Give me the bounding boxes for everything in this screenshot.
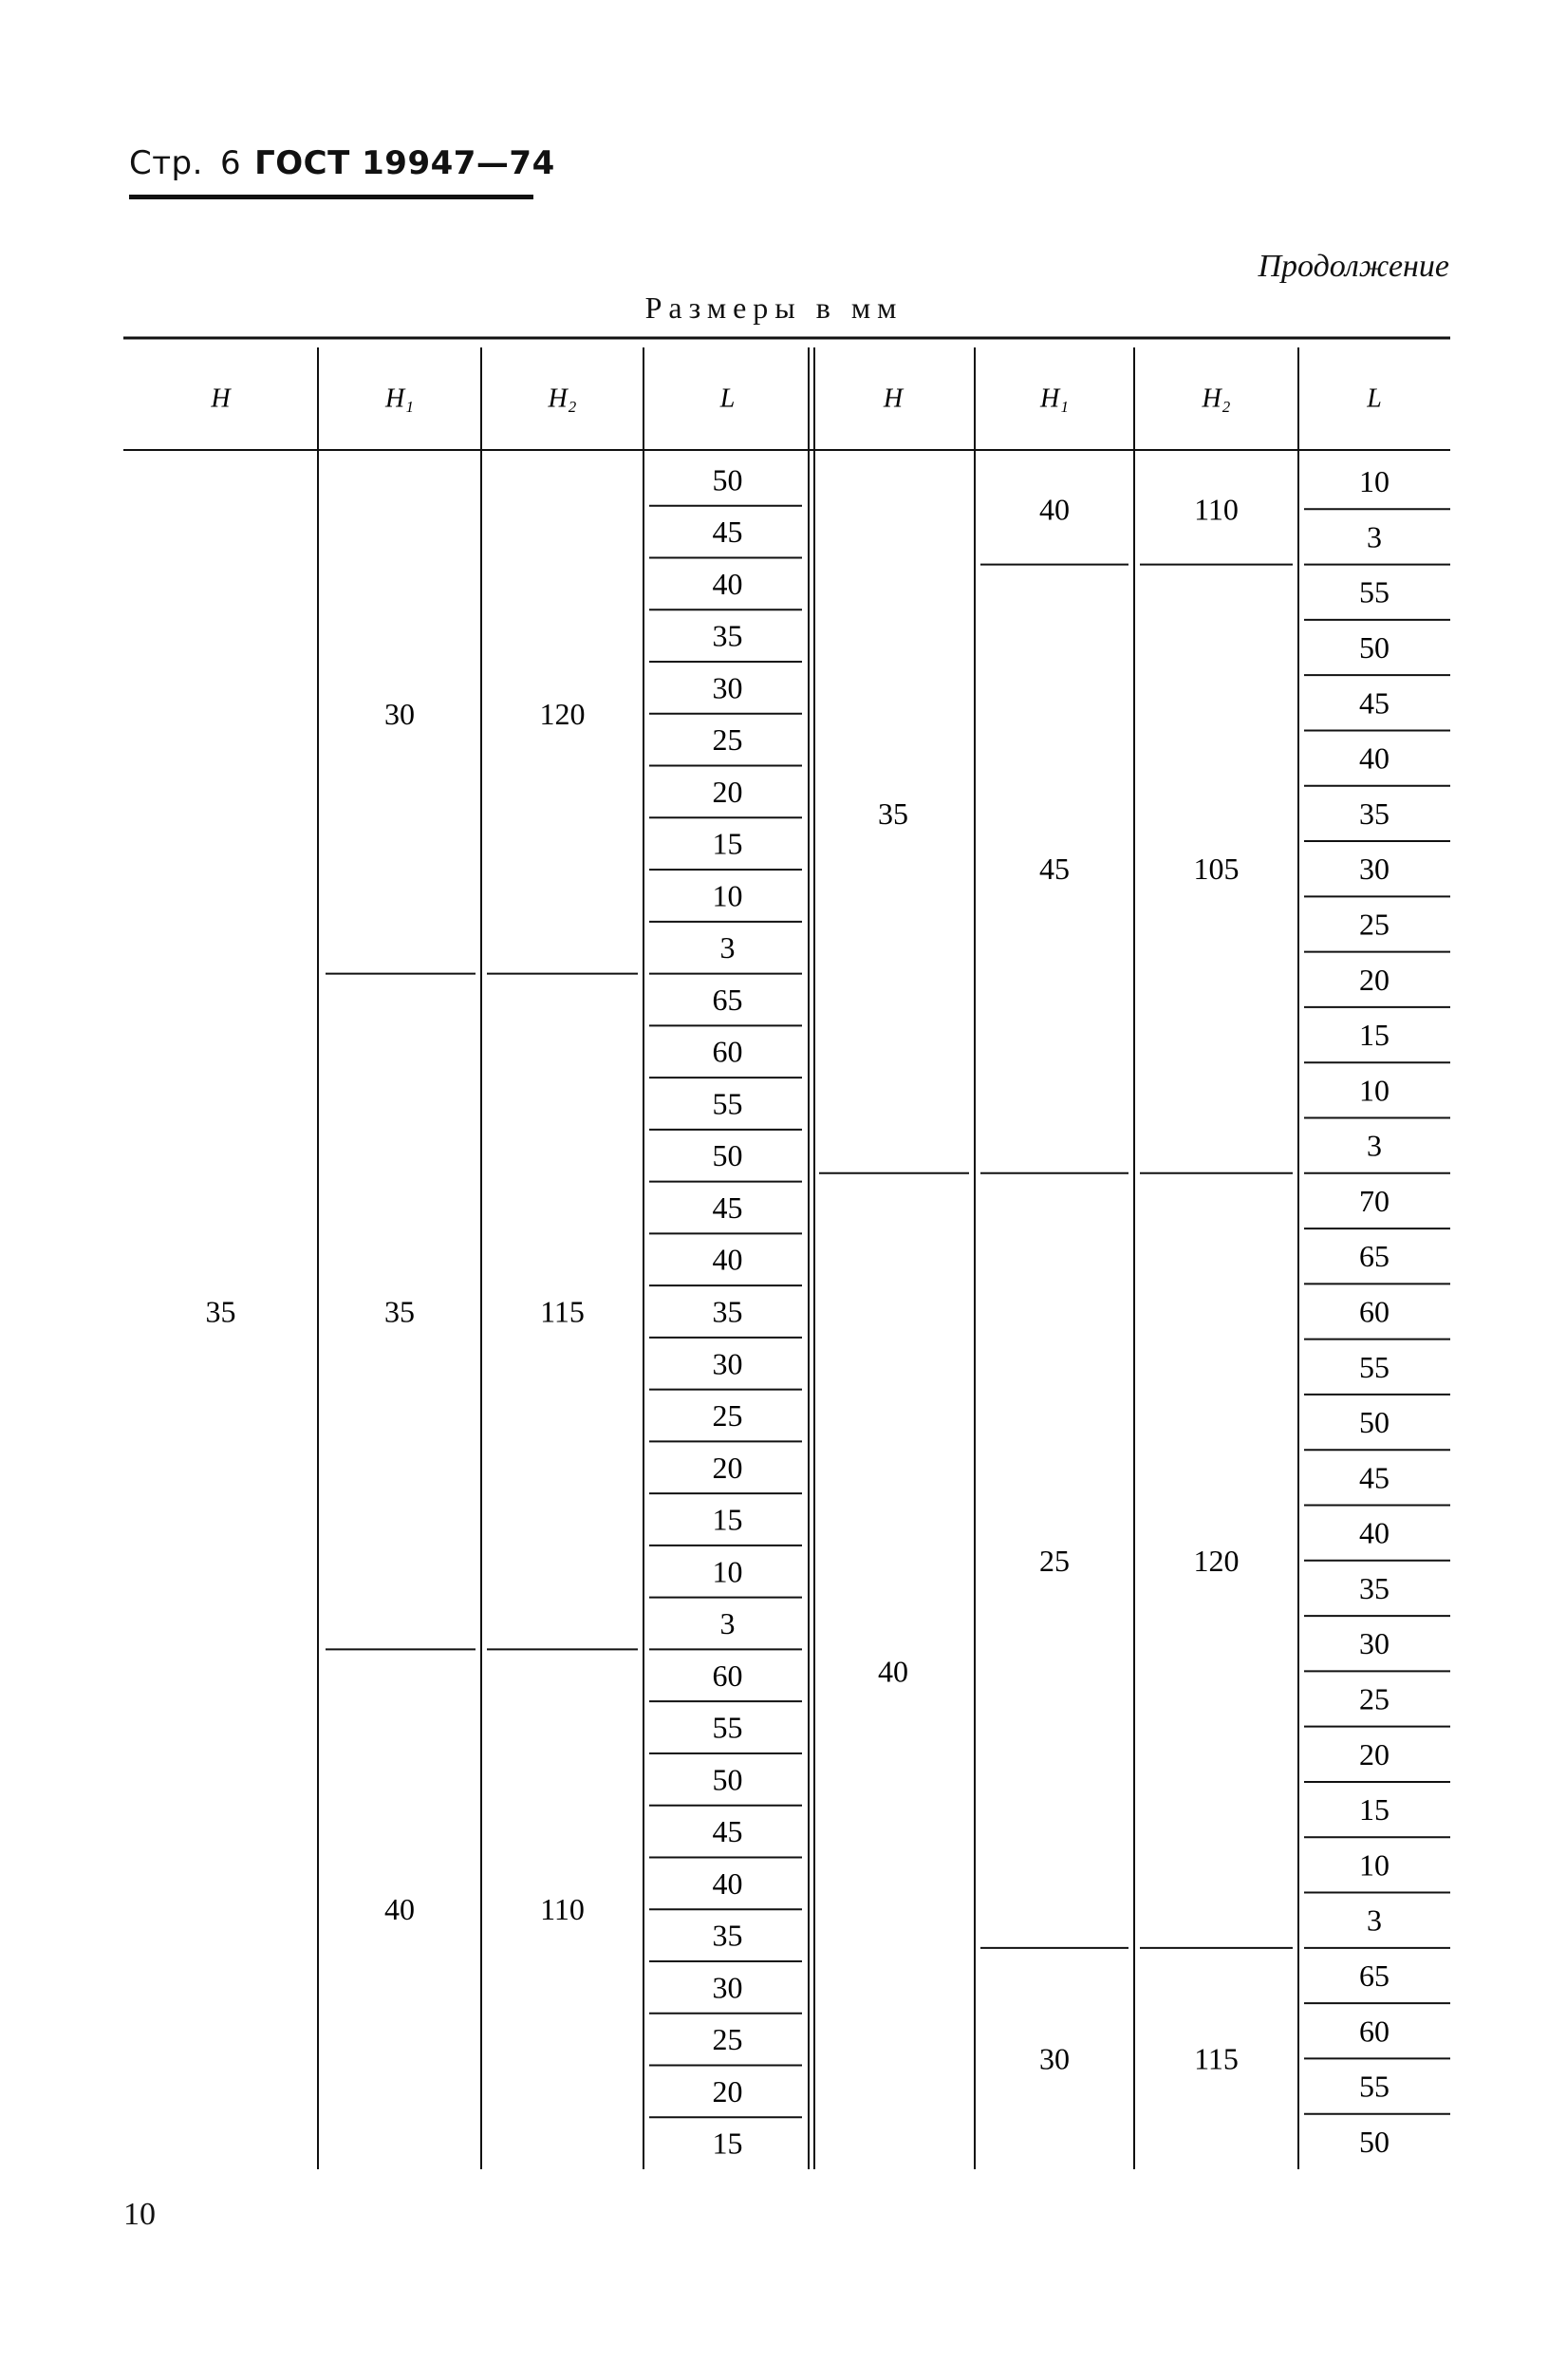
L-value: 20 — [712, 774, 743, 809]
L-value: 15 — [712, 826, 743, 861]
L-value: 3 — [1367, 1128, 1382, 1163]
page-number: 10 — [123, 2197, 156, 2232]
L-value: 40 — [712, 566, 743, 601]
H1-value: 40 — [1039, 492, 1070, 527]
L-value: 55 — [1359, 1349, 1389, 1384]
column-header: H — [883, 384, 904, 414]
L-value: 45 — [712, 1814, 743, 1849]
L-value: 30 — [712, 1346, 743, 1381]
L-value: 15 — [1359, 1792, 1389, 1827]
L-value: 40 — [712, 1242, 743, 1277]
H1-value: 40 — [384, 1892, 415, 1927]
L-value: 25 — [712, 722, 743, 758]
H1-value: 25 — [1039, 1543, 1070, 1578]
H1-value: 45 — [1039, 852, 1070, 887]
L-value: 3 — [1367, 519, 1382, 554]
L-value: 35 — [712, 618, 743, 653]
L-value: 50 — [712, 1138, 743, 1173]
H2-value: 115 — [1194, 2041, 1239, 2076]
L-value: 10 — [1359, 1847, 1389, 1883]
H2-value: 105 — [1193, 852, 1240, 887]
L-value: 55 — [712, 1086, 743, 1121]
L-value: 20 — [712, 1450, 743, 1485]
L-value: 3 — [1367, 1902, 1382, 1938]
L-value: 35 — [1359, 1570, 1389, 1605]
L-value: 65 — [1359, 1958, 1389, 1993]
page-label: Стр. — [129, 144, 203, 182]
L-value: 55 — [1359, 2069, 1389, 2104]
L-value: 10 — [1359, 1073, 1389, 1108]
column-header: L — [1367, 384, 1382, 414]
L-value: 65 — [712, 982, 743, 1017]
L-value: 30 — [1359, 852, 1389, 887]
L-value: 50 — [1359, 1405, 1389, 1440]
L-value: 40 — [1359, 740, 1389, 776]
L-value: 45 — [712, 515, 743, 550]
L-value: 3 — [719, 930, 736, 965]
L-value: 50 — [1359, 2124, 1389, 2159]
H2-value: 120 — [539, 696, 586, 731]
L-value: 25 — [712, 1398, 743, 1434]
L-value: 65 — [1359, 1239, 1389, 1274]
column-header: L — [719, 384, 736, 414]
L-value: 10 — [712, 878, 743, 913]
L-value: 30 — [712, 1970, 743, 2005]
L-value: 70 — [1359, 1183, 1389, 1218]
L-value: 35 — [712, 1294, 743, 1329]
H1-value: 35 — [384, 1294, 415, 1329]
H-value: 35 — [878, 796, 908, 831]
L-value: 60 — [1359, 1294, 1389, 1329]
L-value: 40 — [712, 1865, 743, 1901]
L-value: 55 — [1359, 574, 1389, 609]
units-caption: Размеры в мм — [644, 290, 904, 325]
L-value: 55 — [712, 1710, 743, 1745]
L-value: 50 — [712, 462, 743, 497]
L-value: 35 — [1359, 796, 1389, 831]
column-header: H₁ — [385, 384, 414, 414]
L-value: 20 — [1359, 962, 1389, 997]
L-value: 15 — [1359, 1018, 1389, 1053]
L-value: 20 — [712, 2073, 743, 2108]
L-value: 35 — [712, 1918, 743, 1953]
L-value: 60 — [712, 1658, 743, 1693]
H2-value: 120 — [1193, 1543, 1240, 1578]
H-value: 40 — [878, 1654, 908, 1689]
L-value: 25 — [712, 2022, 743, 2057]
L-value: 10 — [1359, 464, 1389, 499]
L-value: 30 — [1359, 1626, 1389, 1661]
L-value: 50 — [1359, 630, 1389, 665]
L-value: 60 — [1359, 2014, 1389, 2049]
L-value: 25 — [1359, 907, 1389, 942]
L-value: 15 — [712, 1502, 743, 1537]
continuation-label: Продолжение — [1258, 249, 1449, 284]
H2-value: 115 — [540, 1294, 585, 1329]
L-value: 45 — [1359, 685, 1389, 721]
column-header: H₁ — [1040, 384, 1069, 414]
H1-value: 30 — [1039, 2041, 1070, 2076]
column-header: H₂ — [1202, 384, 1231, 414]
L-value: 25 — [1359, 1681, 1389, 1716]
L-value: 20 — [1359, 1736, 1389, 1771]
column-header: H₂ — [548, 384, 577, 414]
H1-value: 30 — [384, 696, 415, 731]
L-value: 45 — [1359, 1460, 1389, 1495]
L-value: 50 — [712, 1762, 743, 1797]
L-value: 10 — [712, 1554, 743, 1589]
L-value: 60 — [712, 1034, 743, 1069]
L-value: 3 — [719, 1606, 736, 1641]
H-value: 35 — [205, 1294, 236, 1329]
H2-value: 110 — [1194, 492, 1239, 527]
column-header: H — [211, 384, 231, 414]
L-value: 45 — [712, 1190, 743, 1225]
page-ref: 6 — [219, 144, 242, 182]
standard-code: ГОСТ 19947—74 — [254, 144, 555, 182]
L-value: 40 — [1359, 1515, 1389, 1550]
L-value: 15 — [712, 2126, 743, 2161]
H2-value: 110 — [540, 1892, 585, 1927]
L-value: 30 — [712, 670, 743, 705]
